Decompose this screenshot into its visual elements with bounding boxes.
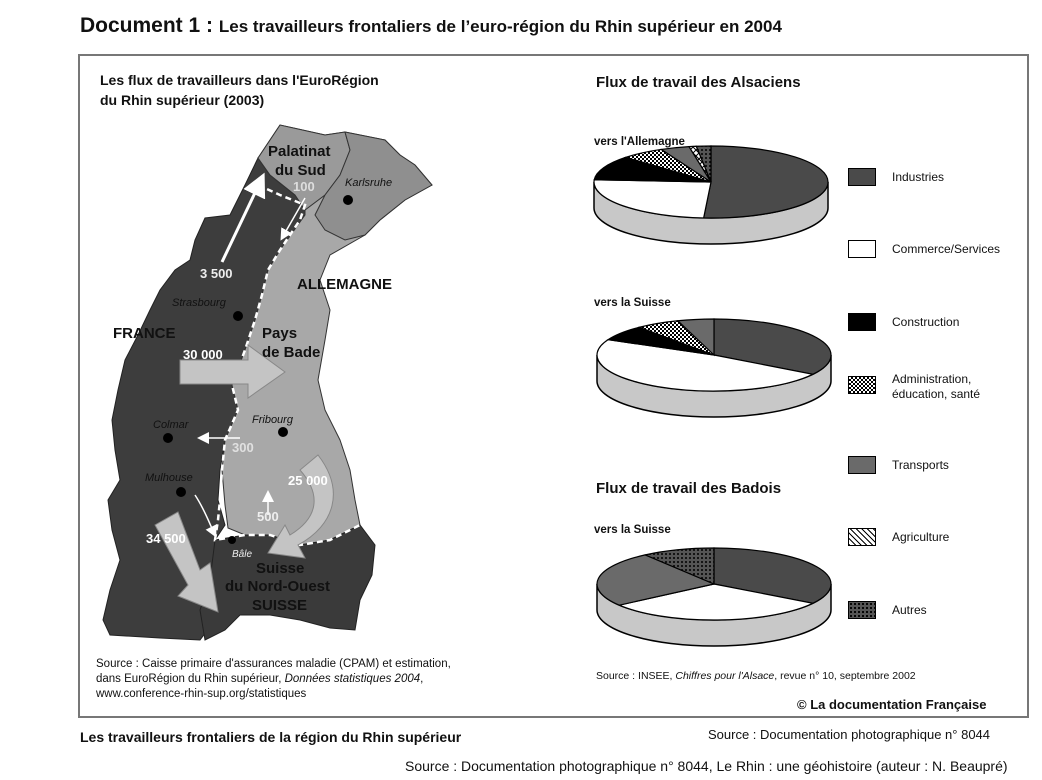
- pie-alsace-allemagne: [594, 146, 828, 244]
- pie-charts: [580, 140, 840, 650]
- label-palatinat-2: du Sud: [275, 162, 326, 179]
- flow-300: 300: [232, 440, 254, 455]
- flow-100: 100: [293, 179, 315, 194]
- map-source-line2: [96, 672, 451, 687]
- map-title-line2: du Rhin supérieur (2003): [100, 92, 265, 108]
- map-source-line2-c: ,: [420, 673, 424, 685]
- city-dot-mulhouse: [176, 487, 186, 497]
- insee-source-a: Source : INSEE,: [596, 670, 676, 682]
- city-dot-karlsruhe: [343, 195, 353, 205]
- legend-label: Autres: [892, 603, 927, 617]
- copyright: © La documentation Française: [797, 697, 987, 712]
- flow-3500: 3 500: [200, 266, 233, 281]
- label-pays-2: de Bade: [262, 344, 321, 361]
- document-prefix: Document 1 :: [80, 14, 214, 37]
- label-colmar: Colmar: [153, 419, 189, 431]
- legend-label: Industries: [892, 170, 945, 184]
- flow-500: 500: [257, 509, 279, 524]
- pie3-label: vers la Suisse: [594, 524, 671, 536]
- legend-item: [848, 456, 1028, 488]
- badois-title: Flux de travail des Badois: [596, 480, 782, 497]
- legend-swatch: [848, 313, 876, 331]
- legend-label: Administration, éducation, santé: [892, 372, 981, 401]
- label-allemagne: ALLEMAGNE: [297, 276, 392, 293]
- legend-label: Commerce/Services: [892, 242, 1001, 256]
- label-fribourg: Fribourg: [252, 414, 293, 426]
- label-pays-1: Pays: [262, 325, 298, 342]
- legend-item: [848, 601, 1028, 633]
- document-title: [80, 14, 782, 38]
- map-source: [96, 657, 451, 702]
- legend-swatch: [848, 240, 876, 258]
- label-bale: Bâle: [232, 549, 253, 560]
- city-dot-strasbourg: [233, 311, 243, 321]
- label-suisse-1: Suisse: [256, 560, 305, 577]
- legend-label: Transports: [892, 458, 949, 472]
- label-palatinat-1: Palatinat: [268, 143, 331, 160]
- photo-source: Source : Documentation photographique n° 8044: [708, 727, 991, 742]
- label-france: FRANCE: [113, 325, 176, 342]
- pie2-label: vers la Suisse: [594, 297, 671, 309]
- city-dot-colmar: [163, 433, 173, 443]
- map-title: [100, 70, 379, 110]
- legend-label: Construction: [892, 315, 960, 329]
- city-dot-fribourg: [278, 427, 288, 437]
- legend-swatch: [848, 456, 876, 474]
- map-title-line1: Les flux de travailleurs dans l'EuroRégion: [100, 72, 379, 88]
- figure-caption: Les travailleurs frontaliers de la région du Rhin supérieur: [80, 729, 462, 745]
- insee-source-c: , revue n° 10, septembre 2002: [774, 670, 916, 682]
- map-source-line2-b: Données statistiques 2004: [284, 673, 421, 685]
- bottom-source: Source : Documentation photographique n° 8044, Le Rhin : une géohistoire (auteur : N. Beaupré): [405, 758, 1008, 774]
- map-source-line2-a: dans EuroRégion du Rhin supérieur,: [96, 673, 285, 685]
- legend-swatch: [848, 376, 876, 394]
- alsaciens-title: Flux de travail des Alsaciens: [596, 74, 801, 91]
- label-karlsruhe: Karlsruhe: [345, 177, 393, 189]
- legend-item: [848, 313, 1028, 345]
- legend-item: [848, 168, 1028, 200]
- legend-swatch: [848, 601, 876, 619]
- legend-label: Agriculture: [892, 530, 950, 544]
- flow-34500: 34 500: [146, 531, 186, 546]
- legend-swatch: [848, 528, 876, 546]
- legend-item: [848, 240, 1028, 272]
- city-dot-bale: [228, 536, 236, 544]
- pie1-label: vers l'Allemagne: [594, 136, 685, 148]
- pie-alsace-suisse: [597, 319, 831, 417]
- label-mulhouse: Mulhouse: [145, 472, 193, 484]
- label-suisse-3: SUISSE: [252, 597, 308, 614]
- document-title-text: Les travailleurs frontaliers de l’euro-région du Rhin supérieur en 2004: [218, 17, 782, 36]
- map-source-line3: www.conference-rhin-sup.org/statistiques: [96, 688, 307, 700]
- label-suisse-2: du Nord-Ouest: [225, 578, 330, 595]
- insee-source: [596, 670, 916, 682]
- flow-30000: 30 000: [183, 347, 223, 362]
- legend-item: [848, 372, 1028, 408]
- map-figure: [96, 115, 546, 655]
- pie-bade-suisse: [597, 548, 831, 646]
- label-strasbourg: Strasbourg: [172, 297, 226, 309]
- legend-item: [848, 528, 1028, 560]
- insee-source-b: Chiffres pour l'Alsace: [675, 670, 775, 682]
- legend-swatch: [848, 168, 876, 186]
- flow-25000: 25 000: [288, 473, 328, 488]
- map-source-line1: Source : Caisse primaire d'assurances maladie (CPAM) et estimation,: [96, 658, 451, 670]
